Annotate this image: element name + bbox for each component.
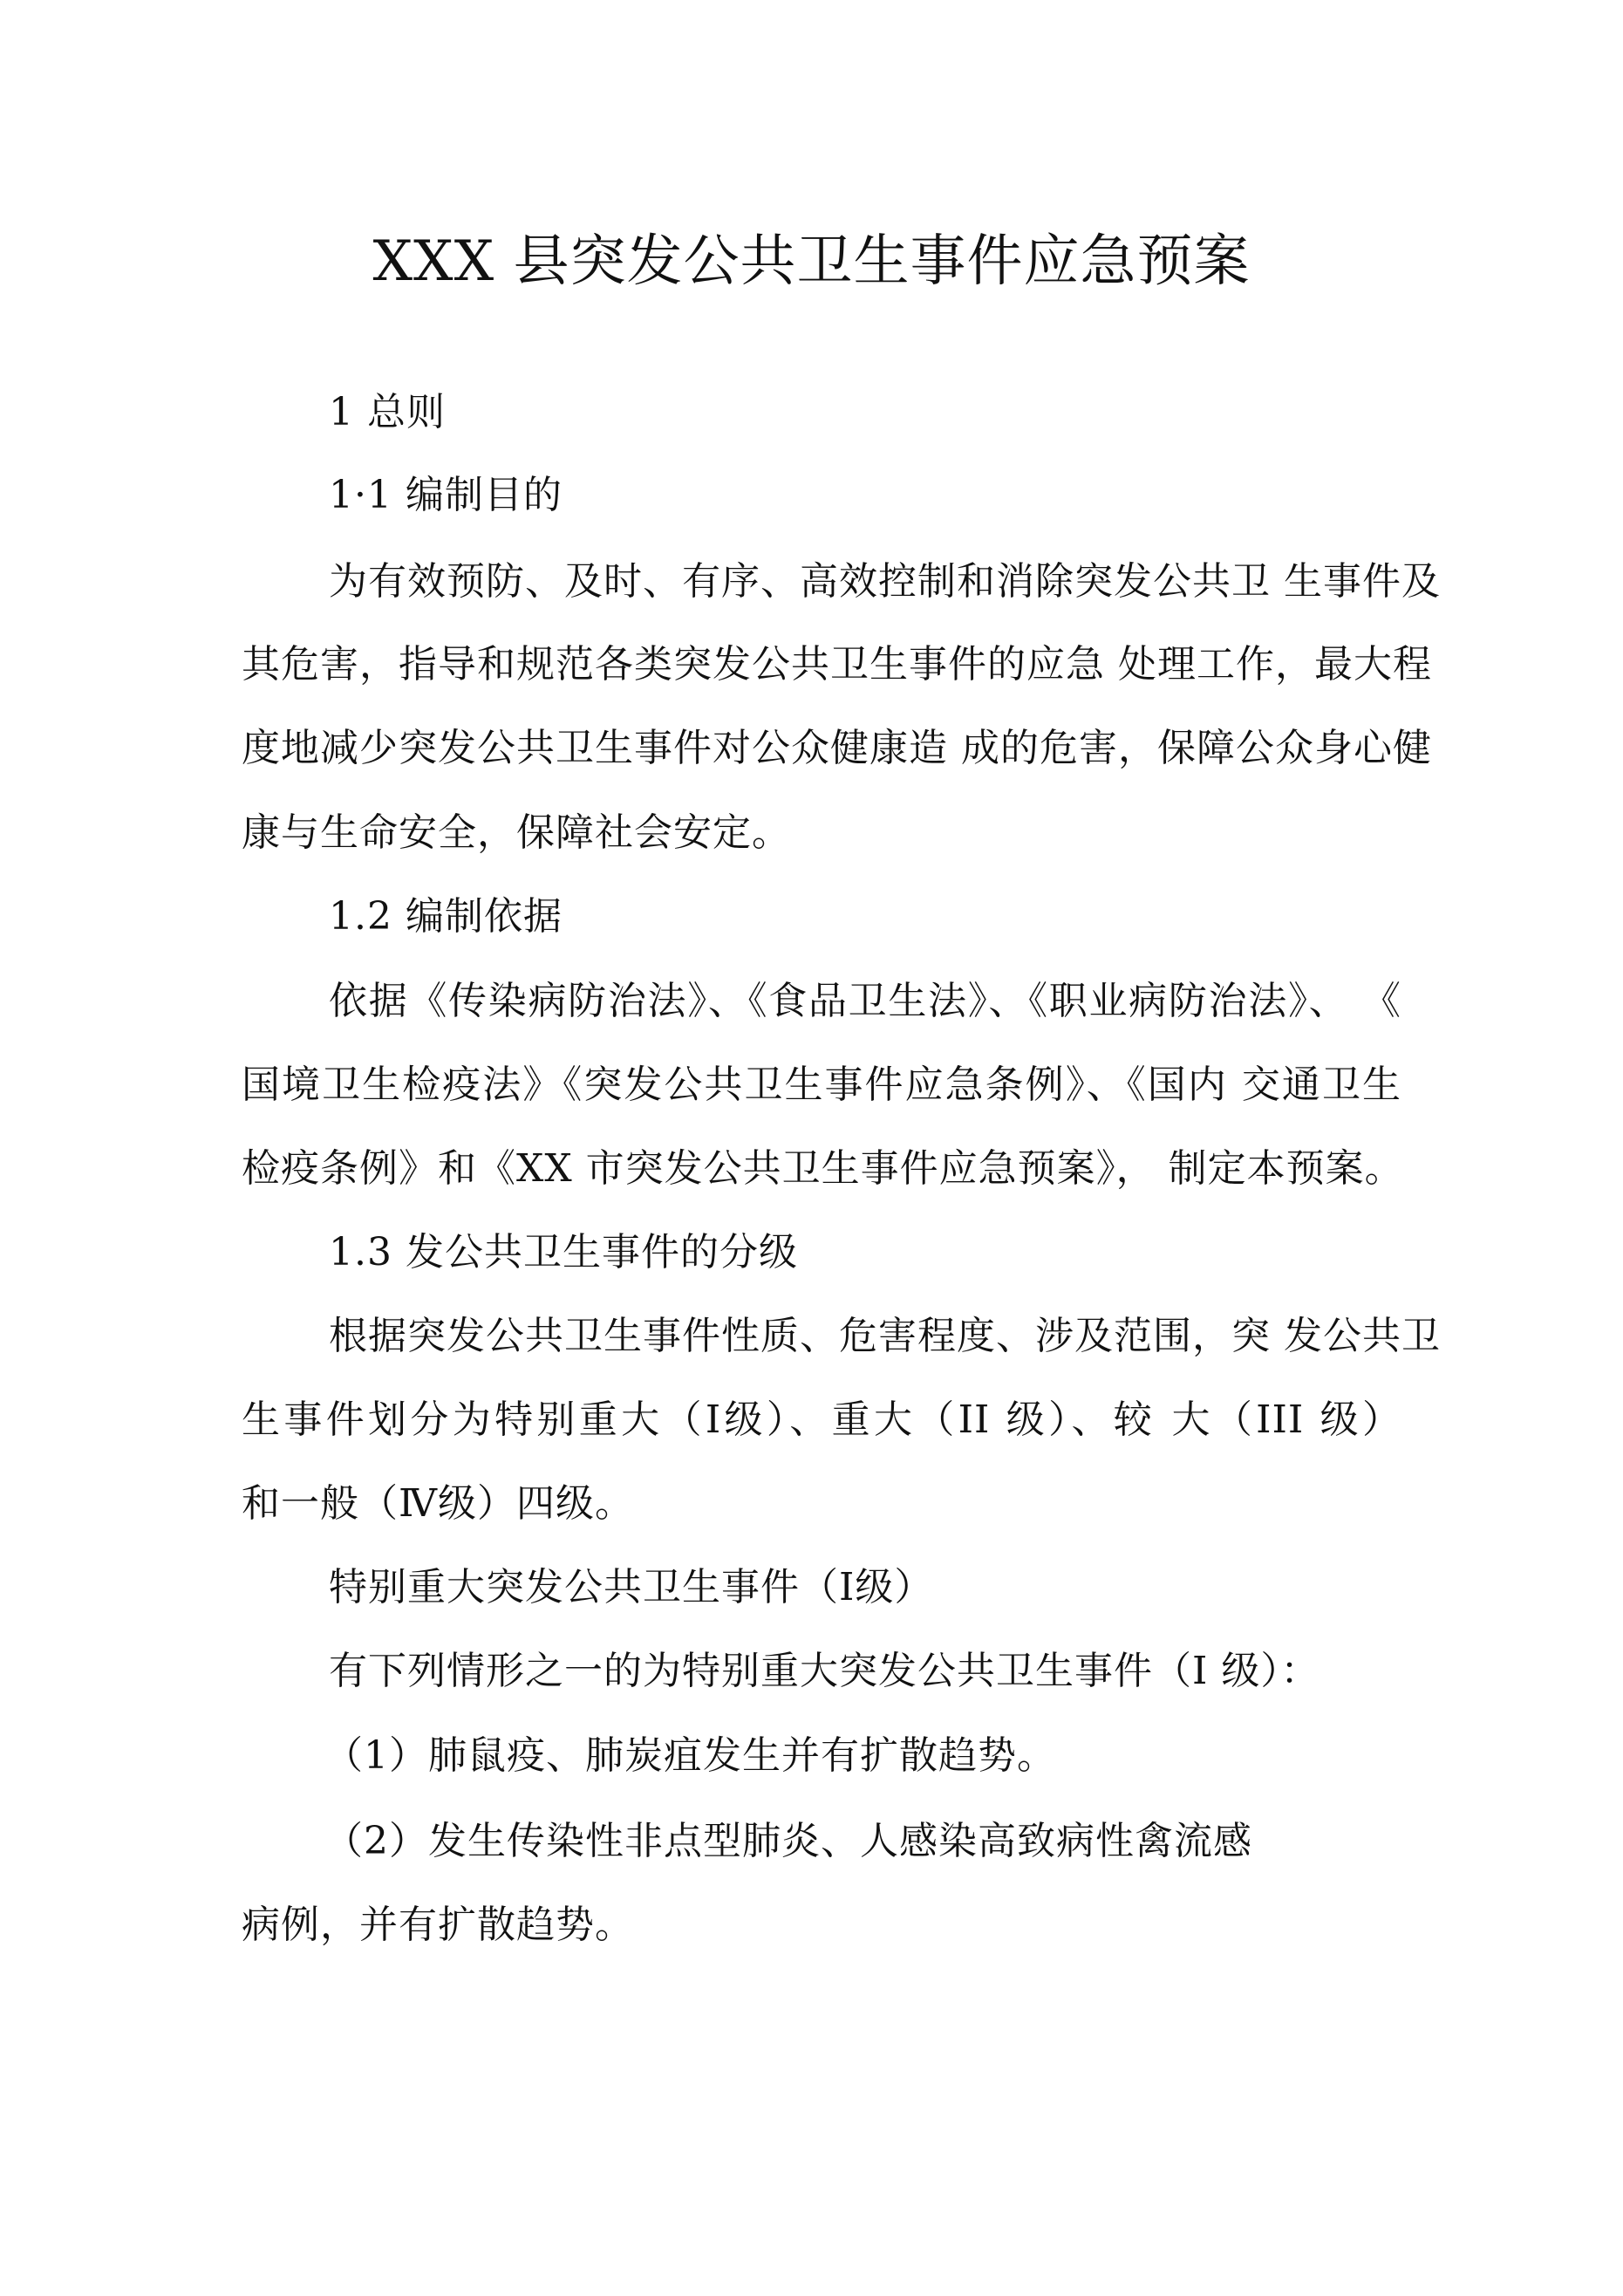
list-item-continuation: 病例，并有扩散趋势。 (242, 1903, 634, 1947)
list-item: （2）发生传染性非点型肺炎、人感染高致病性禽流感 (324, 1819, 1252, 1863)
heading-purpose: 1·1 编制目的 (329, 473, 563, 517)
paragraph-line: 检疫条例》和《XX 市突发公共卫生事件应急预案》， 制定本预案。 (242, 1146, 1404, 1191)
paragraph-line: 康与生命安全，保障社会安定。 (242, 810, 791, 855)
heading-general: 1 总则 (329, 390, 446, 434)
paragraph-line: 根据突发公共卫生事件性质、危害程度、涉及范围，突 发公共卫 (329, 1314, 1441, 1358)
document-title: XXX 县突发公共卫生事件应急预案 (372, 229, 1251, 294)
paragraph-line: 为有效预防、及时、有序、高效控制和消除突发公共卫 生事件及 (329, 559, 1441, 604)
paragraph-line: 国境卫生检疫法》《突发公共卫生事件应急条例》、《国内 交通卫生 (242, 1063, 1401, 1107)
paragraph-line: 依据《传染病防治法》、《食品卫生法》、《职业病防治法》、 《 (329, 979, 1401, 1023)
heading-basis: 1.2 编制依据 (329, 894, 563, 939)
subheading-level-1: 特别重大突发公共卫生事件（Ⅰ级） (329, 1565, 934, 1609)
list-item: （1）肺鼠疫、肺炭疽发生并有扩散趋势。 (324, 1733, 1056, 1778)
heading-classification: 1.3 发公共卫生事件的分级 (329, 1230, 798, 1274)
paragraph-line: 和一般（Ⅳ级）四级。 (242, 1481, 634, 1526)
paragraph-line: 有下列情形之一的为特别重大突发公共卫生事件（Ⅰ 级）： (329, 1649, 1320, 1693)
paragraph-line: 生事件划分为特别重大（Ⅰ级）、重大（II 级）、较 大（III 级） (242, 1397, 1401, 1442)
paragraph-line: 度地减少突发公共卫生事件对公众健康造 成的危害，保障公众身心健 (242, 726, 1432, 770)
paragraph-line: 其危害，指导和规范各类突发公共卫生事件的应急 处理工作，最大程 (242, 642, 1432, 687)
